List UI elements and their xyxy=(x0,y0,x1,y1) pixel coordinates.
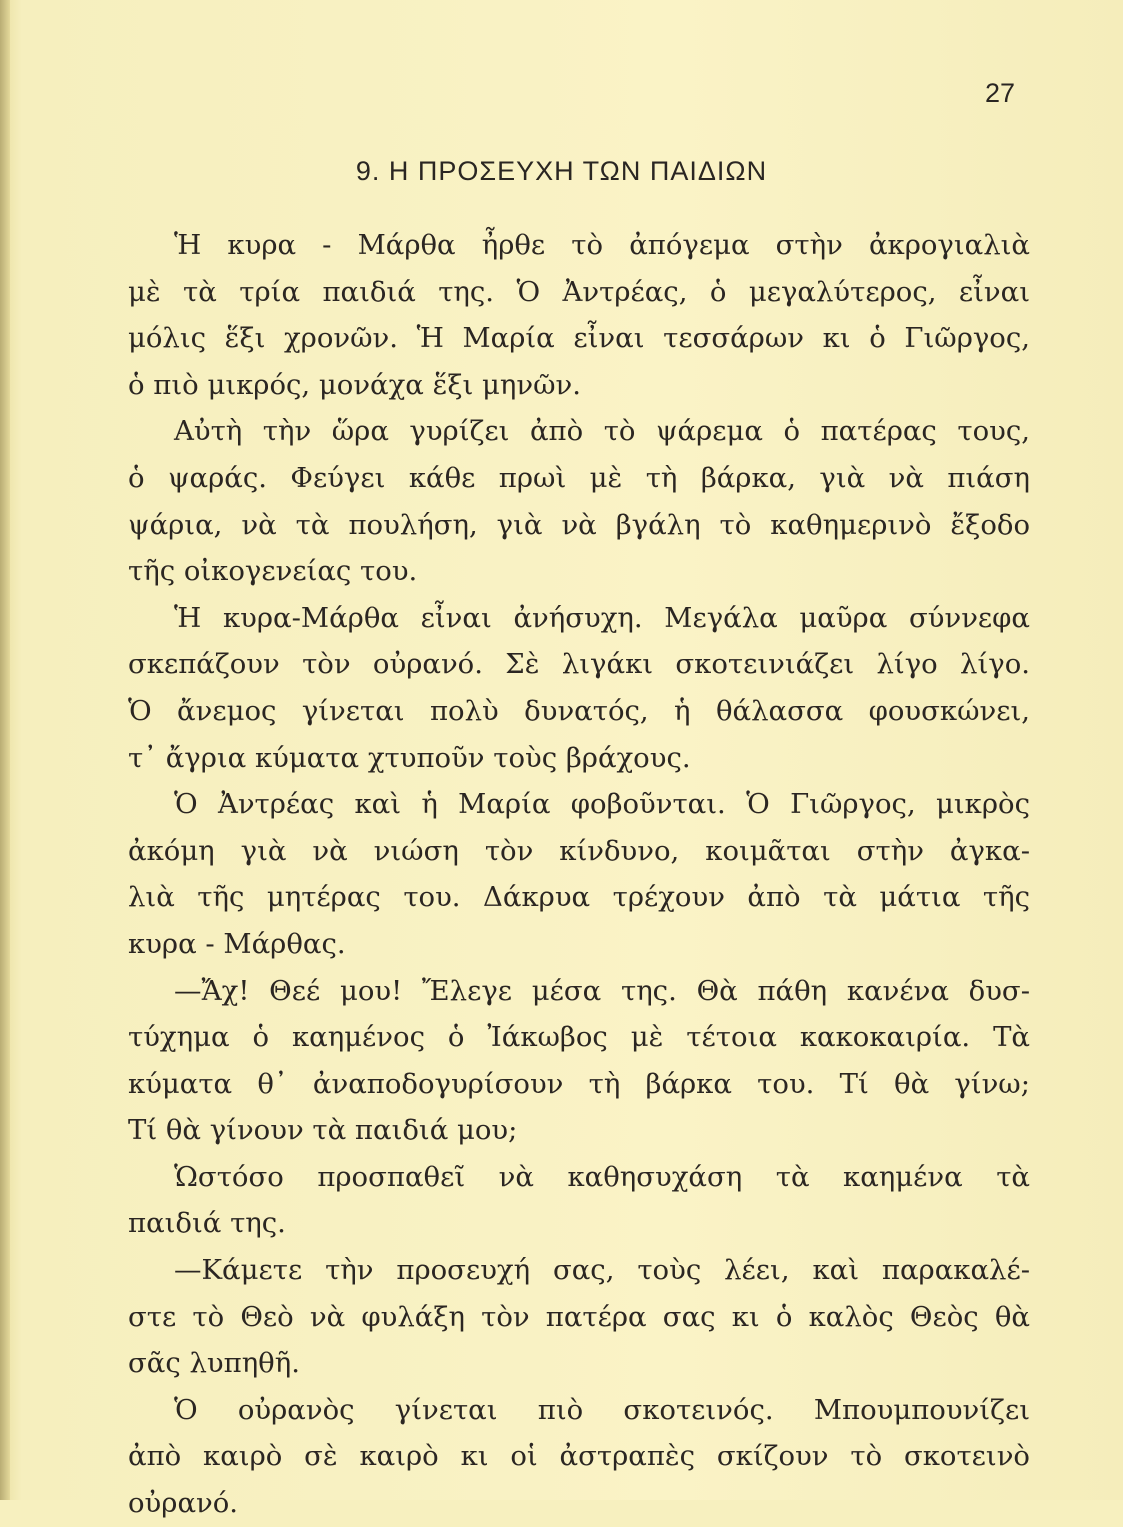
text-line: τῆς οἰκογενείας του. xyxy=(128,555,418,588)
text-line: Ὁ ἄνεμος γίνεται πολὺ δυνατός, ἡ θάλασσα φουσκώνει, xyxy=(128,694,1030,727)
text-line: σᾶς λυπηθῆ. xyxy=(128,1347,300,1380)
text-line: λιὰ τῆς μητέρας του. Δάκρυα τρέχουν ἀπὸ τὰ μάτια τῆς xyxy=(128,881,1030,914)
chapter-body-text xyxy=(128,222,1030,1527)
text-line: στε τὸ Θεὸ νὰ φυλάξη τὸν πατέρα σας κι ὁ καλὸς Θεὸς θὰ xyxy=(128,1300,1030,1333)
text-line: κύματα θ᾽ ἀναποδογυρίσουν τὴ βάρκα του. Τί θὰ γίνω; xyxy=(128,1067,1030,1100)
text-line: —Κάμετε τὴν προσευχή σας, τοὺς λέει, καὶ παρακαλέ- xyxy=(174,1254,1030,1287)
text-line: Τί θὰ γίνουν τὰ παιδιά μου; xyxy=(128,1114,518,1147)
text-line: ὁ πιὸ μικρός, μονάχα ἕξι μηνῶν. xyxy=(128,368,581,401)
text-line: σκεπάζουν τὸν οὐρανό. Σὲ λιγάκι σκοτεινιάζει λίγο λίγο. xyxy=(128,648,1030,681)
text-line: τ᾽ ἄγρια κύματα χτυποῦν τοὺς βράχους. xyxy=(128,741,691,774)
text-line: ψάρια, νὰ τὰ πουλήση, γιὰ νὰ βγάλη τὸ καθημερινὸ ἔξοδο xyxy=(128,508,1030,541)
text-line: ὁ ψαράς. Φεύγει κάθε πρωὶ μὲ τὴ βάρκα, γιὰ νὰ πιάση xyxy=(128,461,1030,494)
text-line: —Ἄχ! Θεέ μου! Ἔλεγε μέσα της. Θὰ πάθη κανένα δυσ- xyxy=(174,974,1030,1007)
text-line: Ὁ Ἀντρέας καὶ ἡ Μαρία φοβοῦνται. Ὁ Γιῶργος, μικρὸς xyxy=(174,788,1030,821)
text-line: Ἡ κυρα - Μάρθα ἦρθε τὸ ἀπόγεμα στὴν ἀκρογιαλιὰ xyxy=(174,229,1030,261)
text-line: μόλις ἕξι χρονῶν. Ἡ Μαρία εἶναι τεσσάρων κι ὁ Γιῶργος, xyxy=(128,322,1030,355)
text-line: Ἡ κυρα-Μάρθα εἶναι ἀνήσυχη. Μεγάλα μαῦρα σύννεφα xyxy=(174,601,1030,634)
text-line: Ὁ οὐρανὸς γίνεται πιὸ σκοτεινός. Μπουμπουνίζει xyxy=(174,1393,1030,1426)
text-line: κυρα - Μάρθας. xyxy=(128,927,346,960)
text-line: Ὡστόσο προσπαθεῖ νὰ καθησυχάση τὰ καημένα τὰ xyxy=(174,1160,1030,1193)
text-line: οὐρανό. xyxy=(128,1487,239,1520)
page-binding-edge xyxy=(0,0,10,1500)
text-line: παιδιά της. xyxy=(128,1207,286,1240)
text-line: ἀπὸ καιρὸ σὲ καιρὸ κι οἱ ἀστραπὲς σκίζουν τὸ σκοτεινὸ xyxy=(128,1440,1030,1473)
chapter-title: 9. Η ΠΡΟΣΕΥΧΗ ΤΩΝ ΠΑΙΔΙΩΝ xyxy=(355,156,768,186)
text-line: τύχημα ὁ καημένος ὁ Ἰάκωβος μὲ τέτοια κακοκαιρία. Τὰ xyxy=(128,1021,1030,1054)
text-line: Αὐτὴ τὴν ὥρα γυρίζει ἀπὸ τὸ ψάρεμα ὁ πατέρας τους, xyxy=(174,415,1030,448)
page-number: 27 xyxy=(985,78,1016,108)
text-line: μὲ τὰ τρία παιδιά της. Ὁ Ἀντρέας, ὁ μεγαλύτερος, εἶναι xyxy=(128,275,1030,308)
text-line: ἀκόμη γιὰ νὰ νιώση τὸν κίνδυνο, κοιμᾶται στὴν ἀγκα- xyxy=(128,834,1030,867)
